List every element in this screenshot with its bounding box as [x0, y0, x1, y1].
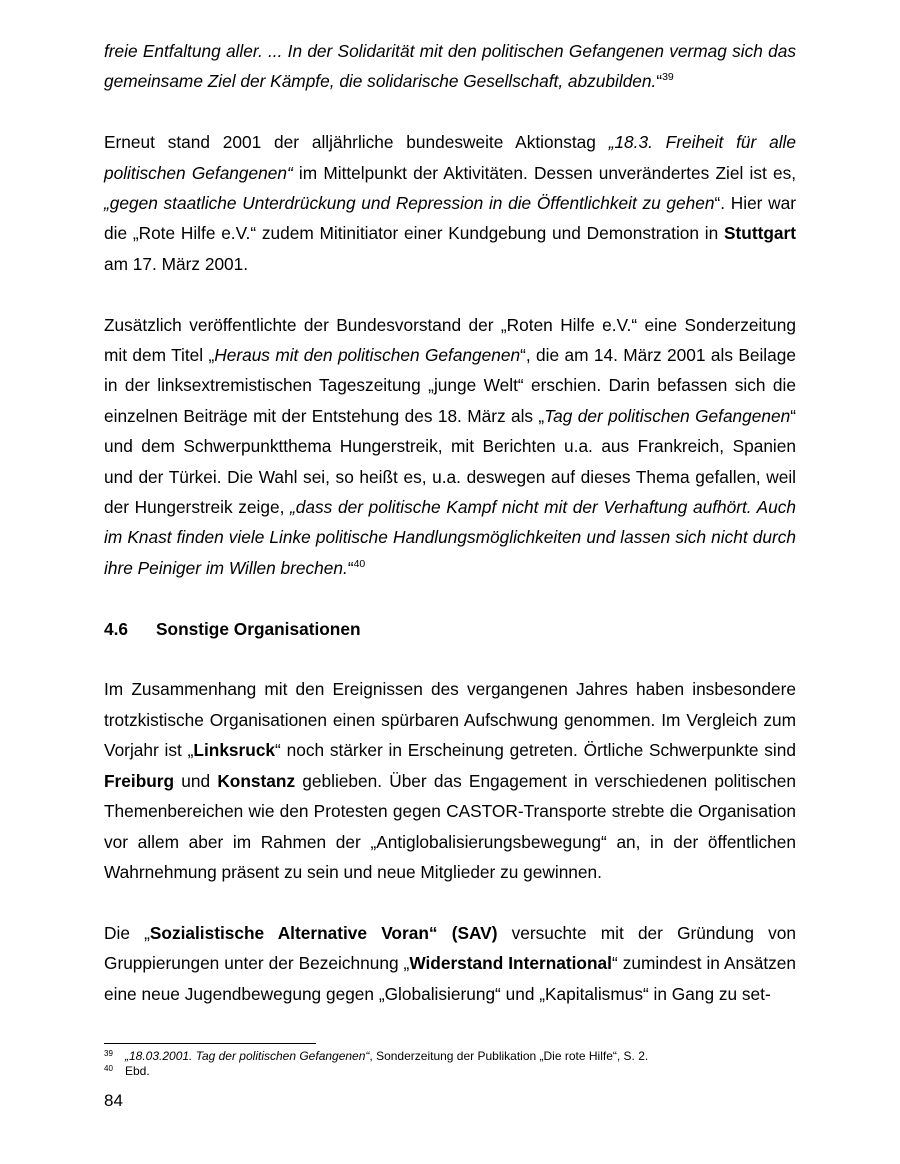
section-heading — [104, 614, 796, 644]
paragraph-quote-continuation: freie Entfaltung aller. ... In der Solidarität mit den politischen Gefangenen vermag sich das gemeinsame Ziel der Kämpfe, die solidarische Gesellschaft, abzubilden.“$^{39}$ — [104, 41, 796, 92]
paragraph-sonderzeitung: Zusätzlich veröffentlichte der Bundesvorstand der „Roten Hilfe e.V.“ eine Sonderzeitung mit dem Titel „Heraus mit den politischen Gefangenen“, die am 14. März 2001 als Beilage in der linksextremistischen Tageszeitung „junge Welt“ erschien. Darin befassen sich die einzelnen Beiträge mit der Entstehung des 18. März als „Tag der politischen Gefangenen“ und dem Schwerpunktthema Hungerstreik, mit Berichten u.a. aus Frankreich, Spanien und der Türkei. Die Wahl sei, so heißt es, u.a. deswegen auf dieses Thema gefallen, weil der Hungerstreik zeige, „dass der politische Kampf nicht mit der Verhaftung aufhört. Auch im Knast finden viele Linke politische Handlungsmöglichkeiten und lassen sich nicht durch ihre Peiniger im Willen brechen.“$^{40}$ — [104, 314, 796, 578]
footnote-40: $^{40}$ Ebd. — [104, 1064, 150, 1078]
paragraph-aktionstag: Erneut stand 2001 der alljährliche bundesweite Aktionstag „18.3. Freiheit für alle politischen Gefangenen“ im Mittelpunkt der Aktivitäten. Dessen unverändertes Ziel ist es, „gegen staatliche Unterdrückung und Repression in die Öffentlichkeit zu gehen“. Hier war die „Rote Hilfe e.V.“ zudem Mitinitiator einer Kundgebung und Demonstration in Stuttgart am 17. März 2001. — [104, 132, 797, 274]
page-number: 84 — [104, 1091, 123, 1110]
paragraph-trotzkistische-organisationen: Im Zusammenhang mit den Ereignissen des vergangenen Jahres haben insbesondere trotzkistische Organisationen einen spürbaren Aufschwung genommen. Im Vergleich zum Vorjahr ist „Linksruck“ noch stärker in Erscheinung getreten. Örtliche Schwerpunkte sind Freiburg und Konstanz geblieben. Über das Engagement in verschiedenen politischen Themenbereichen wie den Protesten gegen CASTOR-Transporte strebte die Organisation vor allem aber im Rahmen der „Antiglobalisierungsbewegung“ an, in der öffentlichen Wahrnehmung präsent zu sein und neue Mitglieder zu gewinnen. — [104, 679, 796, 882]
footnote-marker: 40 — [104, 1064, 113, 1073]
section-number: 4.6 — [104, 618, 129, 639]
footnote-ref-39[interactable]: 39 — [662, 71, 674, 84]
footnote-ref-40[interactable]: 40 — [353, 557, 366, 570]
section-title: Sonstige Organisationen — [156, 618, 361, 639]
paragraph-sav: Die „Sozialistische Alternative Voran“ (SAV) versuchte mit der Gründung von Gruppierungen unter der Bezeichnung „Widerstand International“ zumindest in Ansätzen eine neue Jugendbewegung gegen „Globalisierung“ und „Kapitalismus“ in Gang zu set- — [104, 922, 797, 1004]
footnote-marker: 39 — [104, 1049, 113, 1058]
page-body — [104, 36, 796, 1009]
footnote-separator — [104, 1043, 316, 1044]
footnote-39: $^{39}$ „18.03.2001. Tag der politischen Gefangenen“, Sonderzeitung der Publikation „Die rote Hilfe“, S. 2. — [104, 1049, 649, 1063]
